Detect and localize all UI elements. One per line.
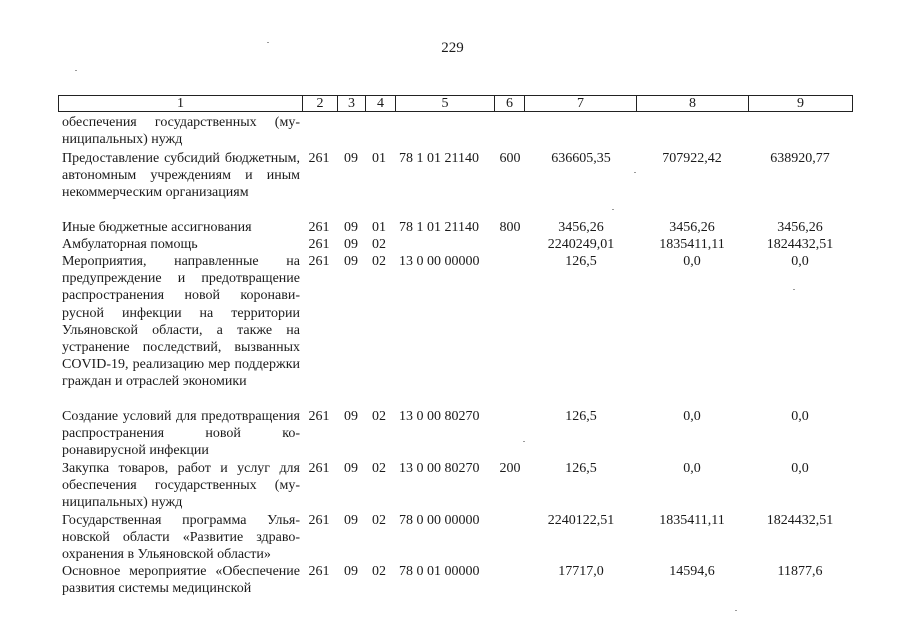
section-code: 09 <box>344 564 358 579</box>
expense-type-code: 200 <box>499 461 521 476</box>
section-code: 09 <box>344 254 358 269</box>
row-description: Создание условий для предотвращения распространения новой коронавирусной инфекции <box>62 409 300 459</box>
column-header-1: 1 <box>58 95 303 112</box>
amount-col-7: 2240122,51 <box>547 513 615 528</box>
amount-col-8: 1835411,11 <box>659 513 725 528</box>
subsection-code: 02 <box>372 254 386 269</box>
amount-col-7: 3456,26 <box>558 220 604 235</box>
amount-col-9: 638920,77 <box>770 151 830 166</box>
row-description: Мероприятия, направленные на предупреждение и предотвращение распространения новой коронавирусной инфекции на территории Ульяновской области, а также на устранение последствий, вызванных COVID-19, реализацию мер поддержки граждан и отраслей экономики <box>62 254 300 390</box>
section-code: 09 <box>344 409 358 424</box>
subsection-code: 02 <box>372 564 386 579</box>
scan-speck <box>267 42 269 43</box>
scan-speck <box>523 441 525 442</box>
section-code: 09 <box>344 151 358 166</box>
column-header-2: 2 <box>303 95 338 112</box>
ministry-code: 261 <box>308 461 330 476</box>
subsection-code: 01 <box>372 151 386 166</box>
column-header-8: 8 <box>637 95 749 112</box>
ministry-code: 261 <box>308 220 330 235</box>
amount-col-8: 3456,26 <box>669 220 715 235</box>
amount-col-9: 3456,26 <box>777 220 823 235</box>
subsection-code: 02 <box>372 409 386 424</box>
row-description: обеспечения государственных (муниципальных) нужд <box>62 115 300 148</box>
amount-col-7: 126,5 <box>565 461 597 476</box>
subsection-code: 02 <box>372 237 386 252</box>
amount-col-8: 707922,42 <box>662 151 722 166</box>
subsection-code: 01 <box>372 220 386 235</box>
amount-col-7: 126,5 <box>565 409 597 424</box>
ministry-code: 261 <box>308 513 330 528</box>
subsection-code: 02 <box>372 461 386 476</box>
amount-col-9: 1824432,51 <box>766 513 834 528</box>
expense-type-code: 800 <box>499 220 521 235</box>
section-code: 09 <box>344 513 358 528</box>
column-header-3: 3 <box>338 95 366 112</box>
scan-speck <box>75 70 77 71</box>
amount-col-9: 0,0 <box>791 461 809 476</box>
amount-col-9: 0,0 <box>791 254 809 269</box>
scan-speck <box>612 209 614 210</box>
page-number: 229 <box>441 40 464 56</box>
row-description: Основное мероприятие «Обеспечение развития системы медицинской <box>62 564 300 597</box>
column-header-5: 5 <box>396 95 495 112</box>
target-article-code: 78 1 01 21140 <box>399 220 479 235</box>
column-header-6: 6 <box>495 95 525 112</box>
row-description: Иные бюджетные ассигнования <box>62 220 252 235</box>
section-code: 09 <box>344 220 358 235</box>
ministry-code: 261 <box>308 409 330 424</box>
row-description: Предоставление субсидий бюджетным, автономным учреждениям и иным некоммерческим организациям <box>62 151 300 201</box>
target-article-code: 13 0 00 80270 <box>399 461 480 476</box>
target-article-code: 13 0 00 00000 <box>399 254 480 269</box>
amount-col-7: 636605,35 <box>551 151 611 166</box>
section-code: 09 <box>344 237 358 252</box>
amount-col-7: 2240249,01 <box>547 237 615 252</box>
ministry-code: 261 <box>308 564 330 579</box>
target-article-code: 78 0 01 00000 <box>399 564 480 579</box>
target-article-code: 78 1 01 21140 <box>399 151 479 166</box>
column-header-4: 4 <box>366 95 396 112</box>
row-description: Закупка товаров, работ и услуг для обеспечения государственных (муниципальных) нужд <box>62 461 300 511</box>
subsection-code: 02 <box>372 513 386 528</box>
amount-col-8: 0,0 <box>683 254 701 269</box>
column-header-7: 7 <box>525 95 637 112</box>
scan-speck <box>634 172 636 173</box>
row-description: Амбулаторная помощь <box>62 237 198 252</box>
amount-col-9: 0,0 <box>791 409 809 424</box>
ministry-code: 261 <box>308 151 330 166</box>
amount-col-7: 17717,0 <box>558 564 604 579</box>
section-code: 09 <box>344 461 358 476</box>
amount-col-9: 11877,6 <box>777 564 823 579</box>
column-header-9: 9 <box>749 95 853 112</box>
ministry-code: 261 <box>308 237 330 252</box>
target-article-code: 13 0 00 80270 <box>399 409 480 424</box>
target-article-code: 78 0 00 00000 <box>399 513 480 528</box>
amount-col-8: 0,0 <box>683 409 701 424</box>
row-description: Государственная программа Ульяновской области «Развитие здравоохранения в Ульяновской области» <box>62 513 300 563</box>
ministry-code: 261 <box>308 254 330 269</box>
amount-col-7: 126,5 <box>565 254 597 269</box>
scan-speck <box>735 610 737 611</box>
amount-col-8: 0,0 <box>683 461 701 476</box>
expense-type-code: 600 <box>499 151 521 166</box>
amount-col-9: 1824432,51 <box>766 237 834 252</box>
amount-col-8: 1835411,11 <box>659 237 725 252</box>
scan-speck <box>793 289 795 290</box>
amount-col-8: 14594,6 <box>669 564 715 579</box>
